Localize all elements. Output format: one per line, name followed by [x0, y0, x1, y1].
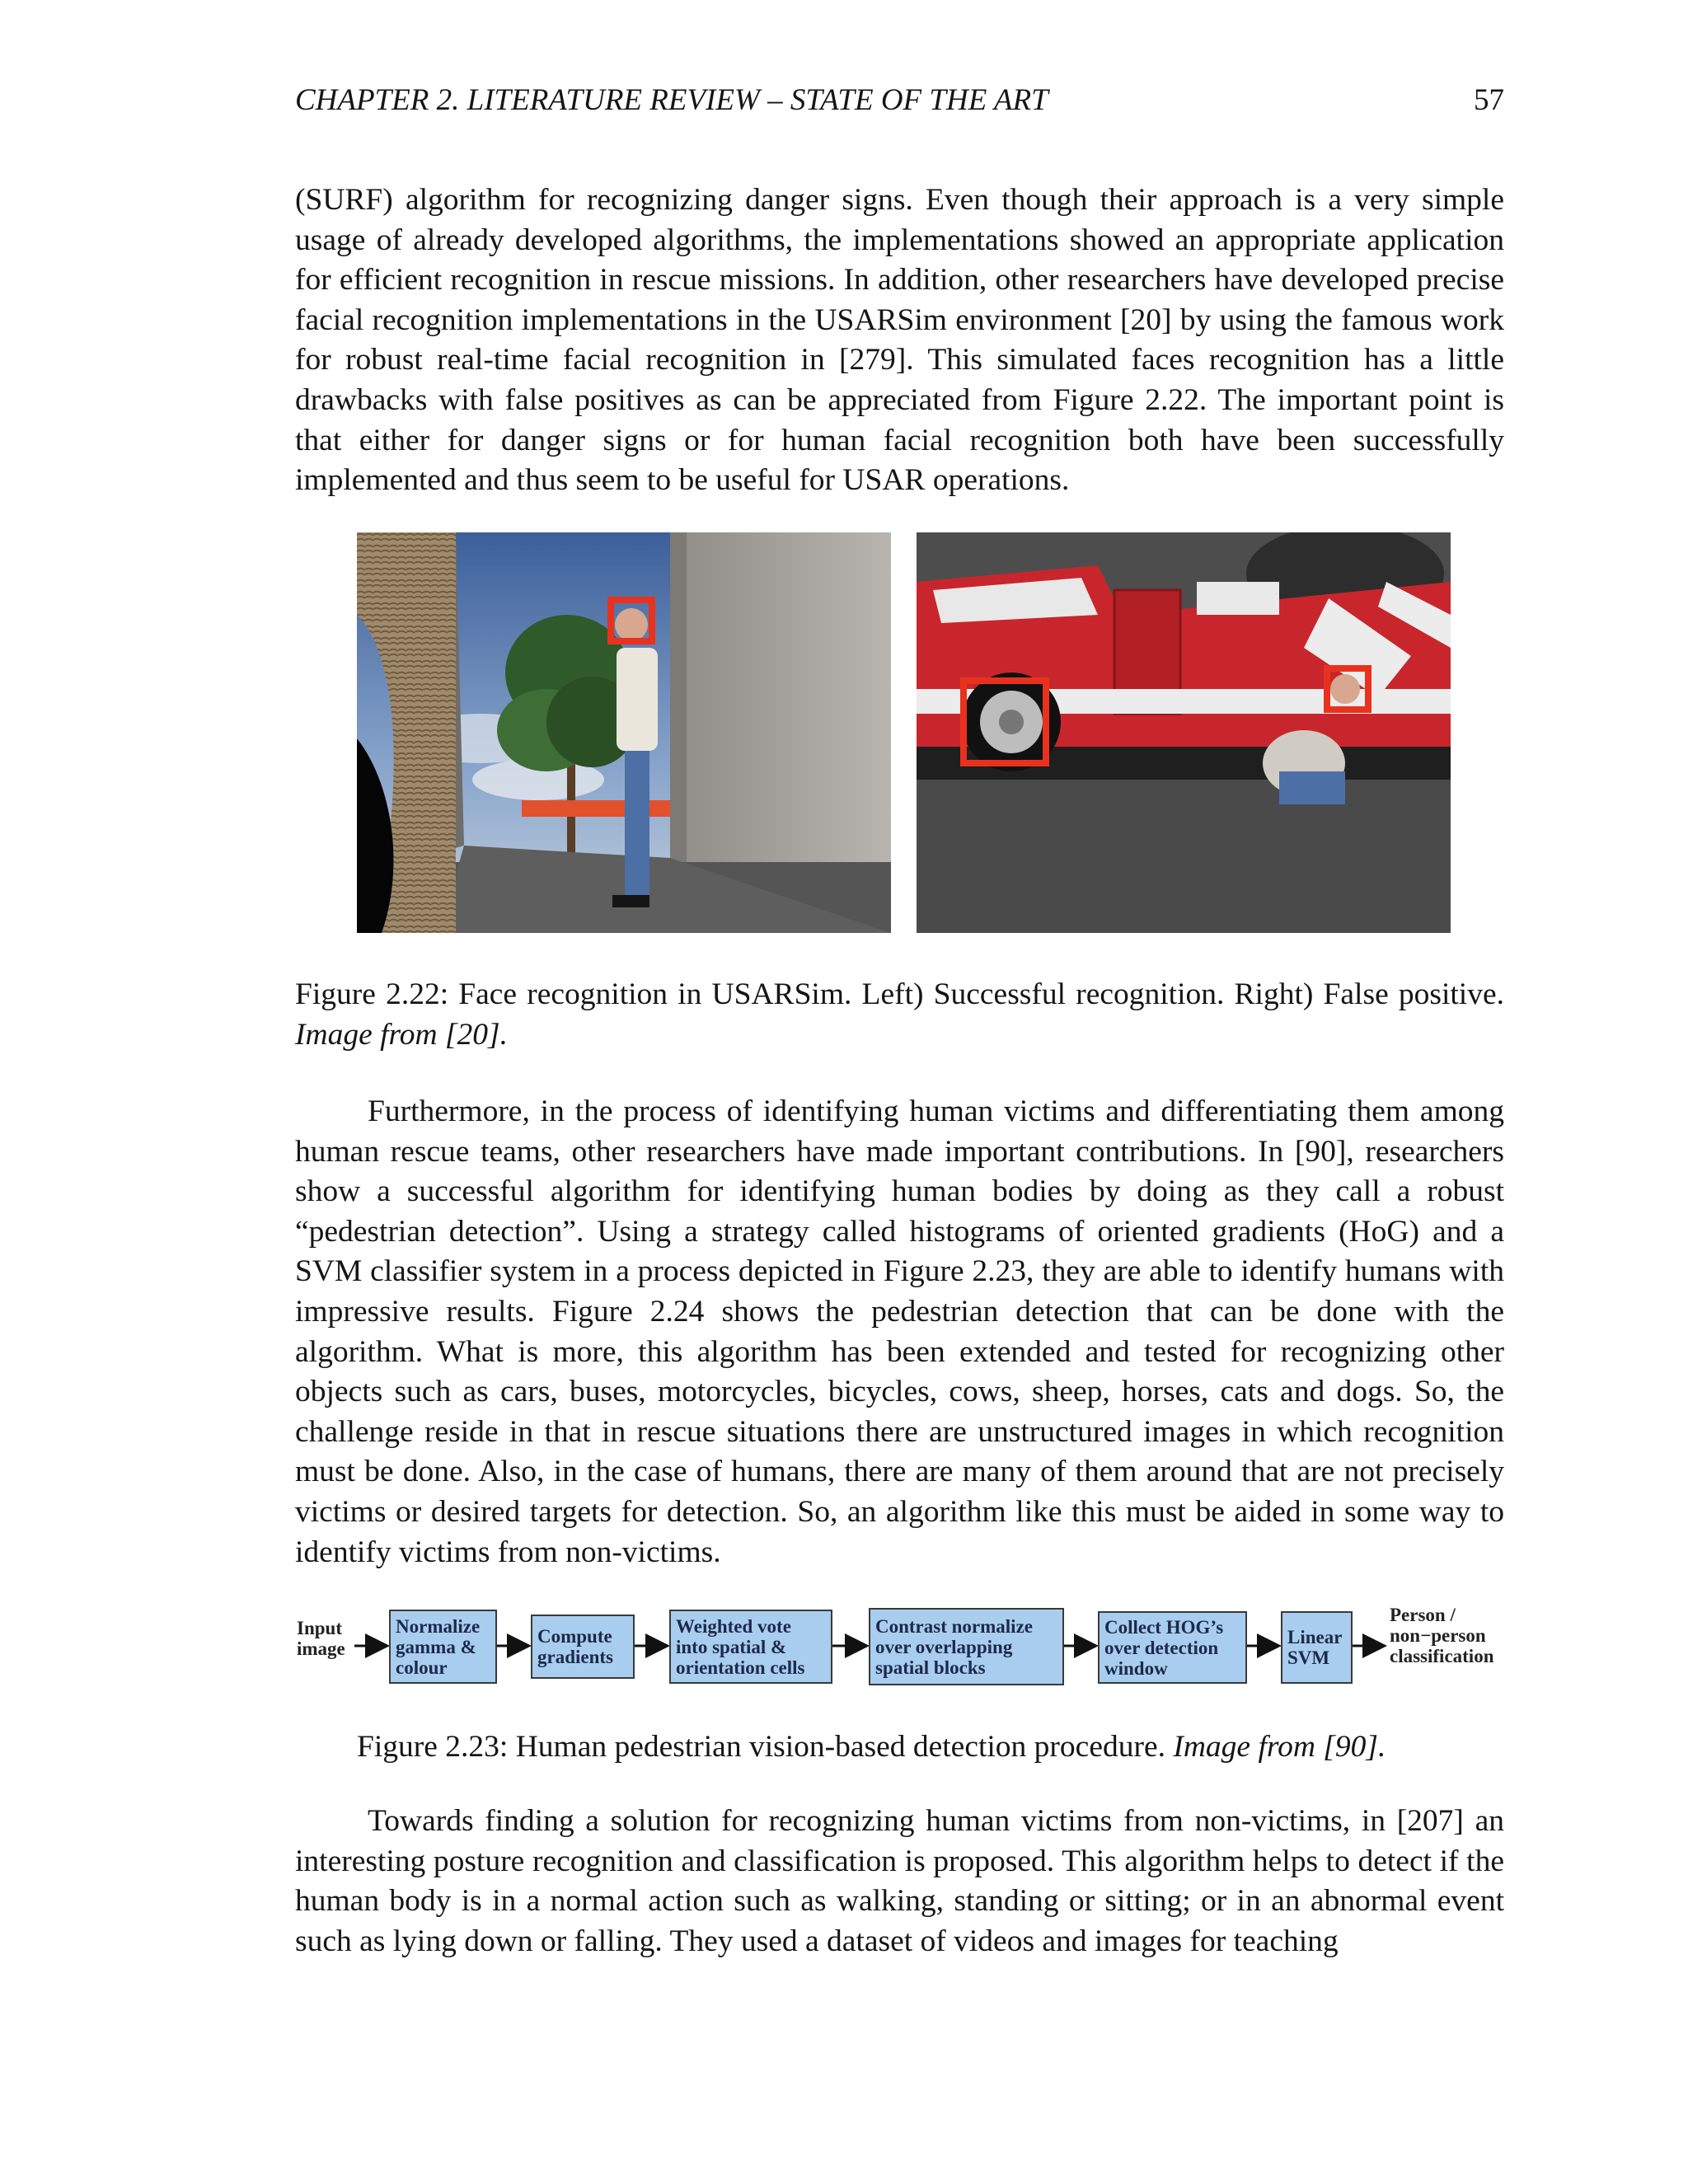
flow-output-label [1390, 1605, 1494, 1666]
paragraph-text: Towards finding a solution for recognizing human victims from non-victims, in [207] an interesting posture recognition and classification is proposed. This algorithm helps to detect if the human body is in a normal action such as walking, standing or sitting; or in an abnormal event such as lying down or falling. They used a dataset of videos and images for teaching [295, 1804, 1504, 1958]
step-line: colour [396, 1657, 448, 1678]
chapter-title: CHAPTER 2. LITERATURE REVIEW – STATE OF THE ART [295, 83, 1048, 117]
step-line: Weighted vote [676, 1615, 791, 1637]
flow-step-weighted-vote [669, 1610, 832, 1684]
step-line: Contrast normalize [875, 1615, 1033, 1637]
figure-2-23-flowchart [295, 1603, 1504, 1694]
flow-step-gradients [531, 1615, 635, 1679]
flow-input-label [297, 1618, 345, 1659]
step-line: Linear [1287, 1627, 1343, 1647]
flow-step-normalize [389, 1610, 497, 1684]
page-header [295, 82, 1504, 124]
step-line: gradients [537, 1647, 613, 1667]
paragraph-1 [295, 180, 1504, 501]
page-number: 57 [1474, 83, 1504, 117]
figure-2-22-left-image [357, 532, 891, 933]
figure-2-23-caption [357, 1727, 1386, 1768]
step-line: Collect HOG’s [1104, 1616, 1224, 1638]
label-line: image [297, 1638, 345, 1659]
step-line: gamma & [396, 1636, 476, 1657]
figure-2-22-caption [295, 975, 1504, 1055]
step-line: Normalize [396, 1615, 481, 1637]
flow-step-contrast-normalize [869, 1608, 1064, 1685]
step-line: orientation cells [676, 1657, 805, 1678]
step-line: Compute [537, 1626, 612, 1647]
step-line: window [1104, 1657, 1168, 1679]
figure-2-22-right-image [917, 532, 1451, 933]
caption-text: Figure 2.23: Human pedestrian vision-based detection procedure. [357, 1730, 1165, 1764]
label-line: classification [1390, 1646, 1494, 1666]
step-line: into spatial & [676, 1636, 787, 1657]
caption-source: Image from [90]. [1173, 1730, 1386, 1764]
flow-step-linear-svm [1281, 1611, 1353, 1684]
caption-source: Image from [20]. [295, 1017, 508, 1052]
step-line: over overlapping [875, 1636, 1013, 1657]
label-line: Input [297, 1618, 342, 1638]
paragraph-3 [295, 1802, 1504, 1961]
label-line: Person / [1390, 1605, 1456, 1625]
step-line: SVM [1287, 1647, 1330, 1668]
flow-step-collect-hog [1098, 1611, 1247, 1684]
paragraph-text: Furthermore, in the process of identifying human victims and differentiating them among human rescue teams, other researchers have made important contributions. In [90], researchers show a successful algorithm for identifying human bodies by doing as they call a robust “pedestrian detection”. Using a strategy called histograms of oriented gradients (HoG) and a SVM classifier system in a process depicted in Figure 2.23, they are able to identify humans with impressive results. Figure 2.24 shows the pedestrian detection that can be done with the algorithm. What is more, this algorithm has been extended and tested for recognizing other objects such as cars, buses, motorcycles, bicycles, cows, sheep, horses, cats and dogs. So, the challenge reside in that in rescue situations there are unstructured images in which recognition must be done. Also, in the case of humans, there are many of them around that are not precisely victims or desired targets for detection. So, an algorithm like this must be aided in some way to identify victims from non-victims. [295, 1094, 1504, 1569]
step-line: spatial blocks [875, 1657, 986, 1678]
label-line: non−person [1390, 1625, 1486, 1646]
paragraph-text: (SURF) algorithm for recognizing danger signs. Even though their approach is a very simple usage of already developed algorithms, the implementations showed an appropriate application for efficient recognition in rescue missions. In addition, other researchers have developed precise facial recognition implementations in the USARSim environment [20] by using the famous work for robust real-time facial recognition in [279]. This simulated faces recognition has a little drawbacks with false positives as can be appreciated from Figure 2.22. The important point is that either for danger signs or for human facial recognition both have been successfully implemented and thus seem to be useful for USAR operations. [295, 183, 1504, 498]
caption-text: Figure 2.22: Face recognition in USARSim. Left) Successful recognition. Right) False positive. [295, 977, 1504, 1011]
step-line: over detection [1104, 1637, 1219, 1658]
paragraph-2 [295, 1092, 1504, 1572]
